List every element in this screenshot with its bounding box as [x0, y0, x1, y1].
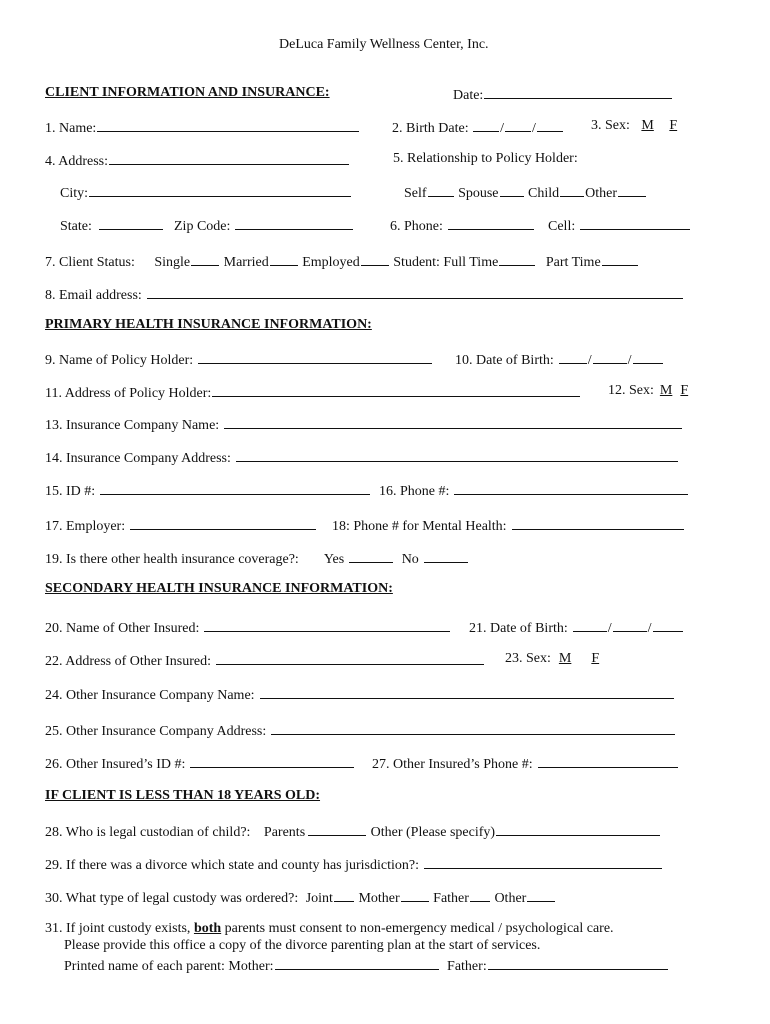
- relationship-spouse-input[interactable]: [500, 183, 524, 197]
- policy-holder-dob-month[interactable]: [559, 350, 587, 364]
- status-employed-input[interactable]: [361, 252, 389, 266]
- policy-holder-dob-day[interactable]: [593, 350, 627, 364]
- other-insured-phone-input[interactable]: [538, 754, 678, 768]
- employer-field: [45, 516, 317, 535]
- mental-health-phone-label: 18: Phone # for Mental Health:: [332, 519, 507, 534]
- relationship-self-label: Self: [404, 186, 427, 201]
- zip-field: [174, 216, 354, 235]
- mother-name-input[interactable]: [275, 956, 439, 970]
- other-insured-phone-label: 27. Other Insured’s Phone #:: [372, 757, 533, 772]
- joint-custody-notice: [45, 921, 614, 937]
- status-single-input[interactable]: [191, 252, 219, 266]
- father-name-label: Father:: [447, 959, 487, 974]
- insurance-company-name-field: [45, 415, 683, 434]
- sex-label: 3. Sex:: [591, 118, 630, 133]
- cell-label: Cell:: [548, 219, 576, 234]
- policy-holder-sex-field: [608, 383, 688, 399]
- joint-custody-text-1: 31. If joint custody exists,: [45, 921, 191, 936]
- other-insured-dob-year[interactable]: [653, 618, 683, 632]
- employer-label: 17. Employer:: [45, 519, 126, 534]
- city-label: City:: [60, 186, 89, 201]
- state-input[interactable]: [99, 216, 163, 230]
- relationship-label: 5. Relationship to Policy Holder:: [393, 151, 578, 166]
- address-input[interactable]: [109, 151, 349, 165]
- section-secondary-insurance: SECONDARY HEALTH INSURANCE INFORMATION:: [45, 581, 393, 596]
- status-student-ft-label: Student: Full Time: [393, 255, 499, 270]
- insurance-company-address-field: [45, 448, 679, 467]
- custodian-parents-input[interactable]: [308, 822, 366, 836]
- sex-option-m[interactable]: M: [641, 118, 654, 133]
- policy-holder-name-input[interactable]: [198, 350, 432, 364]
- other-insurance-company-name-field: [45, 685, 675, 704]
- policy-holder-dob-year[interactable]: [633, 350, 663, 364]
- other-coverage-label: 19. Is there other health insurance coverage?:: [45, 552, 299, 567]
- policy-holder-address-input[interactable]: [212, 383, 580, 397]
- other-coverage-no-label: No: [401, 552, 419, 567]
- id-field: [45, 481, 371, 500]
- name-input[interactable]: [97, 118, 359, 132]
- date-field: [453, 85, 673, 104]
- status-married-label: Married: [223, 255, 269, 270]
- birth-month-input[interactable]: [473, 118, 499, 132]
- other-insured-dob-month[interactable]: [573, 618, 607, 632]
- mother-name-label: Printed name of each parent: Mother:: [64, 959, 274, 974]
- city-input[interactable]: [89, 183, 351, 197]
- custody-mother-input[interactable]: [401, 888, 429, 902]
- email-label: 8. Email address:: [45, 288, 142, 303]
- relationship-self-input[interactable]: [428, 183, 454, 197]
- state-label: State:: [60, 219, 92, 234]
- custodian-other-input[interactable]: [496, 822, 660, 836]
- name-field: [45, 118, 360, 137]
- policy-holder-sex-label: 12. Sex:: [608, 383, 654, 398]
- other-insured-dob-day[interactable]: [613, 618, 647, 632]
- other-insured-dob-field: [469, 618, 684, 637]
- address-field: [45, 151, 350, 170]
- other-insured-sex-m[interactable]: M: [558, 651, 572, 666]
- cell-input[interactable]: [580, 216, 690, 230]
- relationship-child-input[interactable]: [560, 183, 584, 197]
- other-insured-id-field: [45, 754, 355, 773]
- employer-input[interactable]: [130, 516, 316, 530]
- policy-holder-address-label: 11. Address of Policy Holder:: [45, 386, 212, 401]
- custody-other-label: Other: [494, 891, 527, 906]
- slash: /: [627, 353, 632, 368]
- insurance-phone-field: [379, 481, 689, 500]
- id-label: 15. ID #:: [45, 484, 96, 499]
- policy-holder-dob-label: 10. Date of Birth:: [455, 353, 554, 368]
- mental-health-phone-field: [332, 516, 685, 535]
- other-coverage-yes-label: Yes: [323, 552, 345, 567]
- policy-holder-name-label: 9. Name of Policy Holder:: [45, 353, 194, 368]
- parent-names-field: [64, 956, 669, 975]
- custody-joint-input[interactable]: [334, 888, 354, 902]
- cell-field: [548, 216, 691, 235]
- insurance-phone-input[interactable]: [454, 481, 688, 495]
- org-title: DeLuca Family Wellness Center, Inc.: [279, 37, 489, 52]
- slash: /: [647, 621, 652, 636]
- both-emphasis: both: [193, 921, 222, 936]
- other-insurance-company-address-input[interactable]: [271, 721, 675, 735]
- other-insured-address-input[interactable]: [216, 651, 484, 665]
- address-label: 4. Address:: [45, 154, 108, 169]
- legal-custody-type-label: 30. What type of legal custody was ordered?:: [45, 891, 299, 906]
- policy-holder-name-field: [45, 350, 433, 369]
- section-primary-insurance: PRIMARY HEALTH INSURANCE INFORMATION:: [45, 317, 372, 332]
- other-insurance-company-address-label: 25. Other Insurance Company Address:: [45, 724, 267, 739]
- status-employed-label: Employed: [302, 255, 360, 270]
- city-field: [60, 183, 352, 202]
- other-insured-phone-field: [372, 754, 679, 773]
- status-student-ft-input[interactable]: [499, 252, 535, 266]
- divorce-jurisdiction-field: [45, 855, 663, 874]
- relationship-options: [404, 183, 647, 202]
- joint-custody-text-2: parents must consent to non-emergency medical / psychological care.: [224, 921, 614, 936]
- custodian-parents-label: Parents: [263, 825, 306, 840]
- divorce-jurisdiction-label: 29. If there was a divorce which state and county has jurisdiction?:: [45, 858, 419, 873]
- email-input[interactable]: [147, 285, 683, 299]
- other-insured-id-input[interactable]: [190, 754, 354, 768]
- divorce-jurisdiction-input[interactable]: [424, 855, 662, 869]
- other-insured-sex-field: [505, 651, 599, 667]
- other-insured-dob-label: 21. Date of Birth:: [469, 621, 568, 636]
- insurance-company-name-label: 13. Insurance Company Name:: [45, 418, 220, 433]
- relationship-other-input[interactable]: [618, 183, 646, 197]
- status-part-time-label: Part Time: [545, 255, 601, 270]
- phone-field: [390, 216, 535, 235]
- other-insured-sex-label: 23. Sex:: [505, 651, 551, 666]
- parenting-plan-notice: Please provide this office a copy of the divorce parenting plan at the start of services.: [64, 938, 541, 953]
- id-input[interactable]: [100, 481, 370, 495]
- insurance-phone-label: 16. Phone #:: [379, 484, 450, 499]
- status-married-input[interactable]: [270, 252, 298, 266]
- slash: /: [532, 121, 536, 136]
- client-status-field: [45, 252, 639, 271]
- other-insured-address-label: 22. Address of Other Insured:: [45, 654, 212, 669]
- other-coverage-yes-input[interactable]: [349, 549, 393, 563]
- father-name-input[interactable]: [488, 956, 668, 970]
- relationship-other-label: Other: [585, 186, 618, 201]
- date-input[interactable]: [484, 85, 672, 99]
- birth-day-input[interactable]: [505, 118, 531, 132]
- other-insured-name-field: [45, 618, 451, 637]
- other-insurance-company-name-input[interactable]: [260, 685, 674, 699]
- other-insured-id-label: 26. Other Insured’s ID #:: [45, 757, 186, 772]
- legal-custody-type-field: [45, 888, 556, 907]
- custody-joint-label: Joint: [305, 891, 333, 906]
- birth-date-field: [392, 118, 564, 137]
- slash: /: [587, 353, 592, 368]
- birth-date-label: 2. Birth Date:: [392, 121, 469, 136]
- section-client-info: CLIENT INFORMATION AND INSURANCE:: [45, 85, 330, 100]
- email-field: [45, 285, 684, 304]
- zip-label: Zip Code:: [174, 219, 231, 234]
- custody-mother-label: Mother: [358, 891, 400, 906]
- relationship-child-label: Child: [528, 186, 560, 201]
- other-insured-name-input[interactable]: [204, 618, 450, 632]
- zip-input[interactable]: [235, 216, 353, 230]
- sex-option-f[interactable]: F: [669, 118, 678, 133]
- other-insured-sex-f[interactable]: F: [591, 651, 600, 666]
- relationship-spouse-label: Spouse: [458, 186, 499, 201]
- other-insured-name-label: 20. Name of Other Insured:: [45, 621, 200, 636]
- custody-other-input[interactable]: [527, 888, 555, 902]
- policy-holder-dob-field: [455, 350, 664, 369]
- custody-father-label: Father: [433, 891, 469, 906]
- section-minor-client: IF CLIENT IS LESS THAN 18 YEARS OLD:: [45, 788, 321, 803]
- policy-holder-sex-m[interactable]: M: [659, 383, 673, 398]
- slash: /: [607, 621, 612, 636]
- name-label: 1. Name:: [45, 121, 97, 136]
- birth-year-input[interactable]: [537, 118, 563, 132]
- status-single-label: Single: [154, 255, 191, 270]
- sex-field: [591, 118, 677, 134]
- other-insured-address-field: [45, 651, 485, 670]
- policy-holder-sex-f[interactable]: F: [680, 383, 689, 398]
- mental-health-phone-input[interactable]: [512, 516, 684, 530]
- policy-holder-address-field: [45, 383, 581, 402]
- insurance-company-name-input[interactable]: [224, 415, 682, 429]
- legal-custodian-label: 28. Who is legal custodian of child?:: [45, 825, 251, 840]
- phone-label: 6. Phone:: [390, 219, 443, 234]
- client-status-label: 7. Client Status:: [45, 255, 135, 270]
- status-part-time-input[interactable]: [602, 252, 638, 266]
- slash: /: [500, 121, 504, 136]
- custody-father-input[interactable]: [470, 888, 490, 902]
- other-insurance-company-address-field: [45, 721, 676, 740]
- other-coverage-no-input[interactable]: [424, 549, 468, 563]
- custodian-other-label: Other (Please specify): [370, 825, 496, 840]
- state-field: [60, 216, 164, 235]
- insurance-company-address-input[interactable]: [236, 448, 678, 462]
- other-coverage-field: [45, 549, 469, 568]
- other-insurance-company-name-label: 24. Other Insurance Company Name:: [45, 688, 255, 703]
- date-label: Date:: [453, 88, 484, 103]
- legal-custodian-field: [45, 822, 661, 841]
- insurance-company-address-label: 14. Insurance Company Address:: [45, 451, 231, 466]
- phone-input[interactable]: [448, 216, 534, 230]
